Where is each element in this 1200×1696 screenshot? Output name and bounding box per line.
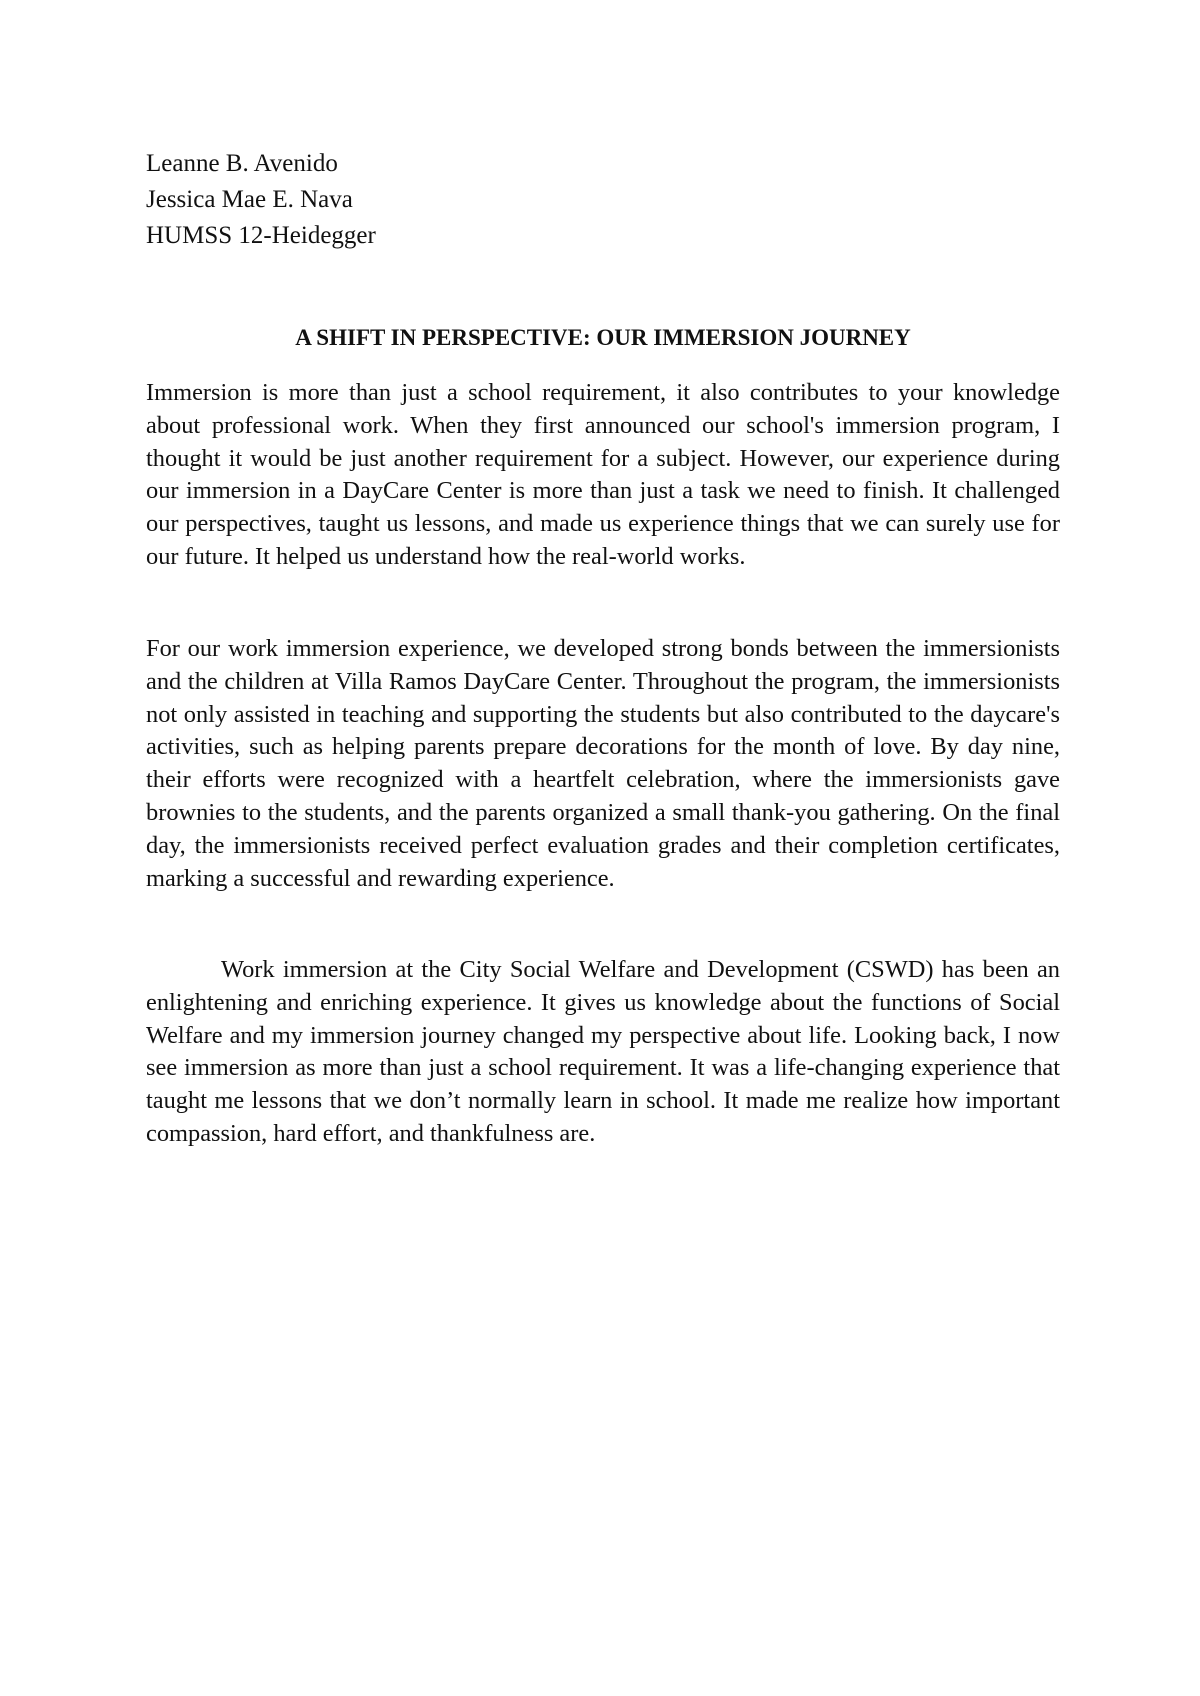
class-section: HUMSS 12-Heidegger bbox=[146, 222, 376, 249]
author-block bbox=[146, 146, 746, 254]
body-paragraph: Immersion is more than just a school requirement, it also contributes to your knowledge about professional work. When they first announced our school's immersion program, I thought it would be just another requirement for a subject. However, our experience during our immersion in a DayCare Center is more than just a task we need to finish. It challenged our perspectives, taught us lessons, and made us experience things that we can surely use for our future. It helped us understand how the real-world works. bbox=[146, 379, 1060, 570]
document-title: A SHIFT IN PERSPECTIVE: OUR IMMERSION JOURNEY bbox=[295, 325, 911, 350]
body-paragraph: For our work immersion experience, we developed strong bonds between the immersionists and the children at Villa Ramos DayCare Center. Throughout the program, the immersionists not only assisted in teaching and supporting the students but also contributed to the daycare's activities, such as helping parents prepare decorations for the month of love. By day nine, their efforts were recognized with a heartfelt celebration, where the immersionists gave brownies to the students, and the parents organized a small thank-you gathering. On the final day, the immersionists received perfect evaluation grades and their completion certificates, marking a successful and rewarding experience. bbox=[146, 635, 1060, 892]
author-name: Leanne B. Avenido bbox=[146, 150, 338, 177]
body-paragraph: Work immersion at the City Social Welfare and Development (CSWD) has been an enlightening and enriching experience. It gives us knowledge about the functions of Social Welfare and my immersion journey changed my perspective about life. Looking back, I now see immersion as more than just a school requirement. It was a life-changing experience that taught me lessons that we don’t normally learn in school. It made me realize how important compassion, hard effort, and thankfulness are. bbox=[146, 956, 1060, 1147]
author-name: Jessica Mae E. Nava bbox=[146, 186, 353, 213]
